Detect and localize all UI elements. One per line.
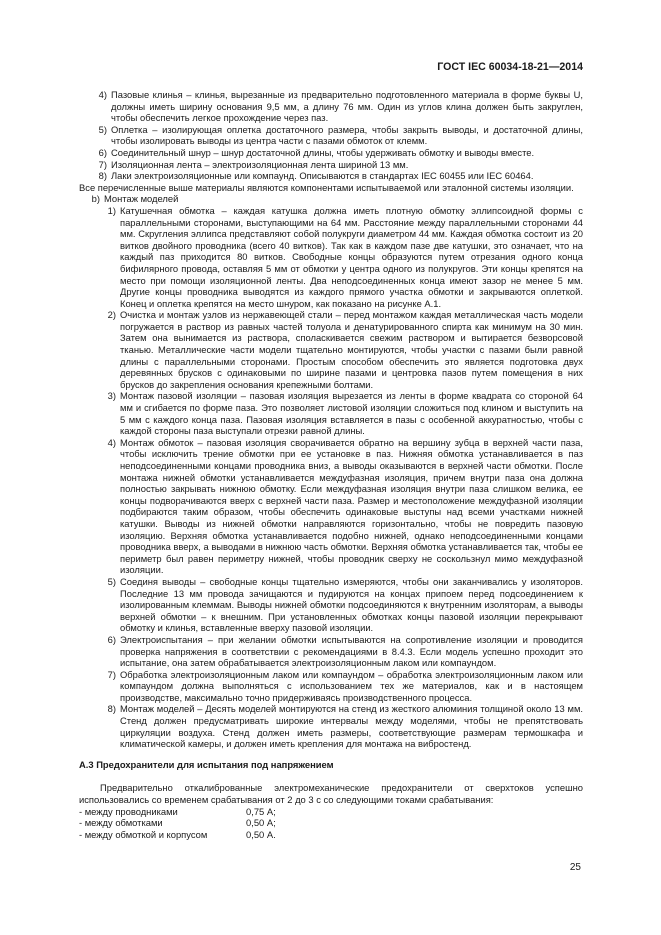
item-number: 8) xyxy=(98,170,107,182)
item-number: 7) xyxy=(107,668,116,680)
list-item-5 xyxy=(79,124,583,147)
item-number: 4) xyxy=(98,89,107,100)
list-item-4 xyxy=(79,89,583,124)
item-number: 3) xyxy=(107,390,116,402)
item-number: 6) xyxy=(107,633,116,645)
item-number: 2) xyxy=(107,309,116,321)
current-list xyxy=(79,806,583,841)
page-body xyxy=(79,89,583,840)
current-row xyxy=(79,817,583,829)
current-value: 0,50 А. xyxy=(246,828,276,840)
materials-paragraph: Все перечисленные выше материалы являются компонентами испытываемой или эталонной системы изоляции. xyxy=(79,181,574,193)
current-label: - между обмоткой и корпусом xyxy=(79,828,208,840)
list-item-8 xyxy=(79,170,583,182)
assembly-item-4 xyxy=(88,437,583,576)
current-label: - между обмотками xyxy=(79,817,163,829)
current-row xyxy=(79,806,583,818)
item-text: Изоляционная лента – электроизоляционная лента шириной 13 мм. xyxy=(111,158,409,170)
current-value: 0,50 А; xyxy=(246,817,276,829)
item-text: Катушечная обмотка – каждая катушка должна иметь плотную обмотку эллипсоидной формы с параллельными сторонами, выступающими на 64 мм. Расстояние между параллельными сторонами 44 мм. Скругления эллипса представляют собой полукруги диаметром 44 мм. Каждая обмотка состоит из 20 витков двойного проводника (всего 40 витков). Так как в каждом пазе две катушки, это означает, что на каждый паз приходится 80 витков. Свободные концы образуются путем отрезания одного конца бифилярного провода, оставляя 5 мм от обмотки у центра одного из полукругов. Эти концы крепятся на место при помощи изоляционной ленты. Два неподсоединенных конца имеют зазор не менее 5 мм. Другие концы проводника выводятся из каждого прямого участка обмотки и закрываются оплеткой. Конец и оплетка крепятся на место шнуром, как показано на рисунке А.1. xyxy=(120,204,583,309)
page-number: 25 xyxy=(569,862,581,873)
item-number: 8) xyxy=(107,703,116,715)
current-label: - между проводниками xyxy=(79,805,178,817)
subsection-b xyxy=(79,193,583,205)
item-number: 1) xyxy=(107,204,116,216)
item-text: Обработка электроизоляционным лаком или компаундом – обработка электроизоляционным лаком или компаундом должна выполняться с использованием тех же материалов, как и в настоящем производстве, максимально точно придерживаясь производственного процесса. xyxy=(120,668,583,703)
assembly-item-5 xyxy=(88,576,583,634)
list-item-7 xyxy=(79,159,583,171)
item-text: Монтаж моделей – Десять моделей монтируются на стенд из жесткого алюминия толщиной около 13 мм. Стенд должен предусматривать широкие интервалы между моделями, чтобы не препятствовать циркуляции воздуха. Стенд должен иметь размеры, соответствующие размерам термошкафа и климатической камеры, и должен иметь крепления для монтажа на вибростенд. xyxy=(120,703,583,750)
subsection-letter: b) xyxy=(91,193,100,205)
assembly-item-3 xyxy=(88,390,583,436)
item-text: Очистка и монтаж узлов из нержавеющей стали – перед монтажом каждая металлическая часть модели погружается в раствор из равных частей толуола и денатурированного спирта как минимум на 30 мин. Затем она вынимается из раствора, споласкивается свежим раствором и вытирается безворсовой тканью. Металлические части модели тщательно монтируются, чтобы участки с пазами были равной длины с параллельными сторонами. Простым способом обеспечить это является подготовка двух деревянных брусков с одинаковыми по ширине пазами и центровка пазов путем помещения в них брусков до закрепления основания крепежными болтами. xyxy=(120,309,583,390)
assembly-item-8 xyxy=(88,703,583,749)
item-text: Монтаж обмоток – пазовая изоляция сворачивается обратно на вершину зубца в верхней части паза, чтобы исключить трение обмотки при ее установке в паз. Нижняя обмотка устанавливается в паз неподсоединенными концами проводника вниз, а выводы оказываются в верхней части обмотки. После монтажа нижней обмотки устанавливается междуфазная изоляция, причем внутри паза она должна полностью закрывать нижнюю обмотку. Если междуфазная изоляция внутри паза слишком велика, ее концы подворачиваются вверх с верхней части паза. Размер и местоположение междуфазной изоляции подбираются таким образом, чтобы обеспечить одинаковые выступы над всеми участками нижней катушки. Выводы из нижней обмотки направляются горизонтально, чтобы не повредить пазовую изоляцию. Верхняя обмотка устанавливается подобно нижней, однако неподсоединенными концами проводника вверх, а выводами в нижнюю часть обмотки. Верхняя обмотка устанавливается так, чтобы ее периметр был равен периметру нижней, чтобы проводник сверху не соскользнул мимо междуфазной изоляции. xyxy=(120,436,583,576)
standard-header: ГОСТ IEC 60034-18-21—2014 xyxy=(437,61,583,73)
assembly-item-6 xyxy=(88,634,583,669)
item-text: Лаки электроизоляционные или компаунд. Описываются в стандартах IEC 60455 или IEC 60464. xyxy=(111,170,534,182)
item-number: 5) xyxy=(98,123,107,135)
item-text: Оплетка – изолирующая оплетка достаточного размера, чтобы закрыть выводы, и достаточной длины, чтобы изолировать выводы из центра части с пазами обмоток от клемм. xyxy=(111,123,583,147)
item-number: 5) xyxy=(107,575,116,587)
item-number: 7) xyxy=(98,158,107,170)
assembly-item-2 xyxy=(88,309,583,390)
item-number: 6) xyxy=(98,146,107,158)
fuse-paragraph: Предварительно откалиброванные электромеханические предохранители от сверхтоков успешно использовались со временем срабатывания от 2 до 3 с со следующими токами срабатывания: xyxy=(79,782,583,806)
list-item-6 xyxy=(79,147,583,159)
item-text: Монтаж пазовой изоляции – пазовая изоляция вырезается из ленты в форме квадрата со стороной 64 мм и сгибается по форме паза. Это позволяет листовой изоляции сложиться под клином и выступить на 5 мм с каждого конца паза. Пазовая изоляция вставляется в пазы с особенной аккуратностью, чтобы с каждой стороны паза выступали отрезки равной длины. xyxy=(120,390,583,437)
item-number: 4) xyxy=(107,436,116,448)
current-row xyxy=(79,829,583,841)
assembly-list xyxy=(79,205,583,750)
item-text: Соединя выводы – свободные концы тщательно измеряются, чтобы они заканчивались у изоляторов. Последние 13 мм провода зачищаются и пудируются на концах припоем перед подсоединением к изолированным клеммам. Выводы нижней обмотки подсоединяются к внутренним изоляторам, а выводы верхней обмотки – к внешним. При установленных обмотках концы пазовой изоляции перекрывают обмотку и клинья, вставленные вверху пазовой изоляции. xyxy=(120,575,583,634)
subsection-title: Монтаж моделей xyxy=(104,193,179,205)
item-text: Соединительный шнур – шнур достаточной длины, чтобы удерживать обмотку и выводы вместе. xyxy=(111,146,535,158)
item-text: Электроиспытания – при желании обмотки испытываются на сопротивление изоляции и проводится проверка напряжения в соответствии с рекомендациями в 8.4.3. Если модель успешно проходит это испытание, она затем обрабатывается электроизоляционным лаком или компаундом. xyxy=(120,633,583,669)
assembly-item-7 xyxy=(88,669,583,704)
item-text: Пазовые клинья – клинья, вырезанные из предварительно подготовленного материала в форме буквы U, должны иметь ширину основания 9,5 мм, а длину 76 мм. Один из углов клина должен быть закруглен, чтобы обеспечить легкое прохождение через паз. xyxy=(111,89,583,124)
section-heading-a3: А.3 Предохранители для испытания под напряжением xyxy=(79,758,334,770)
current-value: 0,75 А; xyxy=(246,805,276,817)
assembly-item-1 xyxy=(88,205,583,309)
